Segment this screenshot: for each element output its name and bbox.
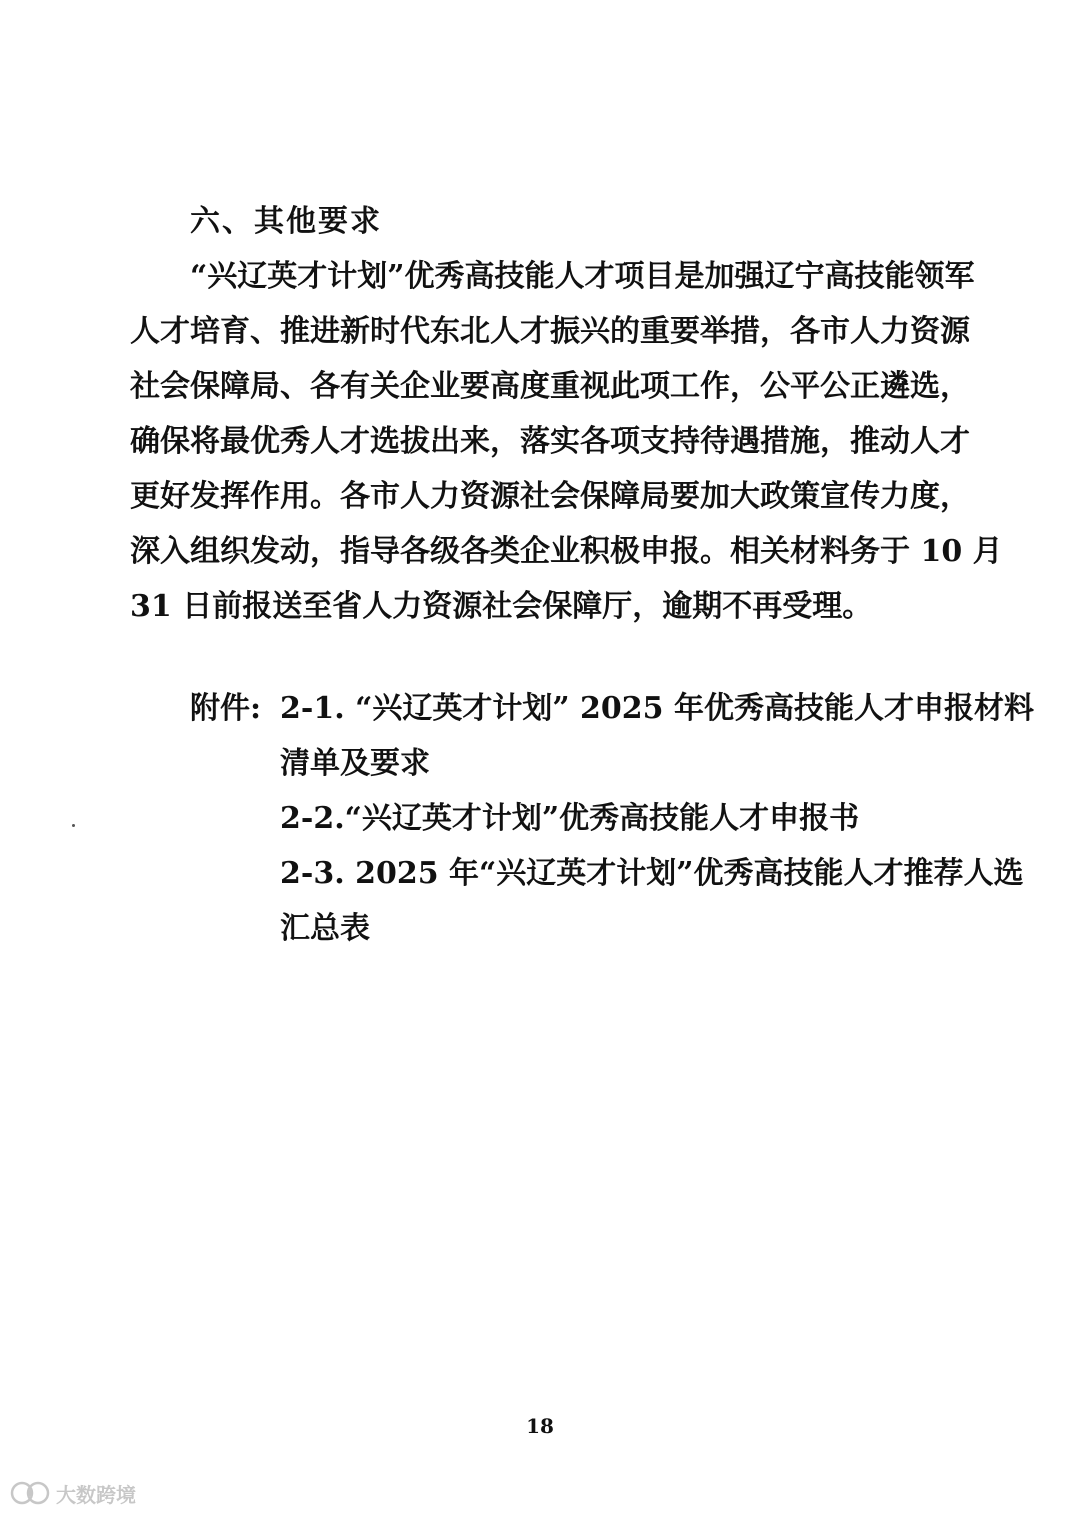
attachment-label: 附件: [190,691,262,726]
paragraph-line: 更好发挥作用。各市人力资源社会保障局要加大政策宣传力度， [130,479,970,514]
page-number: 18 [526,1414,554,1438]
attachment-item-line: 2-1. “兴辽英才计划” 2025 年优秀高技能人才申报材料 [280,691,1034,726]
attachment-item-line: 汇总表 [280,911,370,946]
paragraph-line: 深入组织发动，指导各级各类企业积极申报。相关材料务于 10 月 [130,534,1003,569]
paragraph-line: 31 日前报送至省人力资源社会保障厅，逾期不再受理。 [130,589,873,624]
logo-icon [10,1480,50,1506]
scan-speck [72,824,75,827]
attachment-item-line: 2-3. 2025 年“兴辽英才计划”优秀高技能人才推荐人选 [280,856,1024,891]
paragraph-line: “兴辽英才计划”优秀高技能人才项目是加强辽宁高技能领军 [190,259,975,294]
paragraph-line: 确保将最优秀人才选拔出来，落实各项支持待遇措施，推动人才 [130,424,970,459]
section-heading: 六、其他要求 [190,204,382,239]
attachment-item-line: 清单及要求 [280,746,430,781]
attachment-item-line: 2-2.“兴辽英才计划”优秀高技能人才申报书 [280,801,860,836]
watermark [10,1478,136,1508]
watermark-text: 大数跨境 [56,1482,136,1507]
paragraph-line: 社会保障局、各有关企业要高度重视此项工作，公平公正遴选， [130,369,970,404]
paragraph-line: 人才培育、推进新时代东北人才振兴的重要举措，各市人力资源 [130,314,970,349]
